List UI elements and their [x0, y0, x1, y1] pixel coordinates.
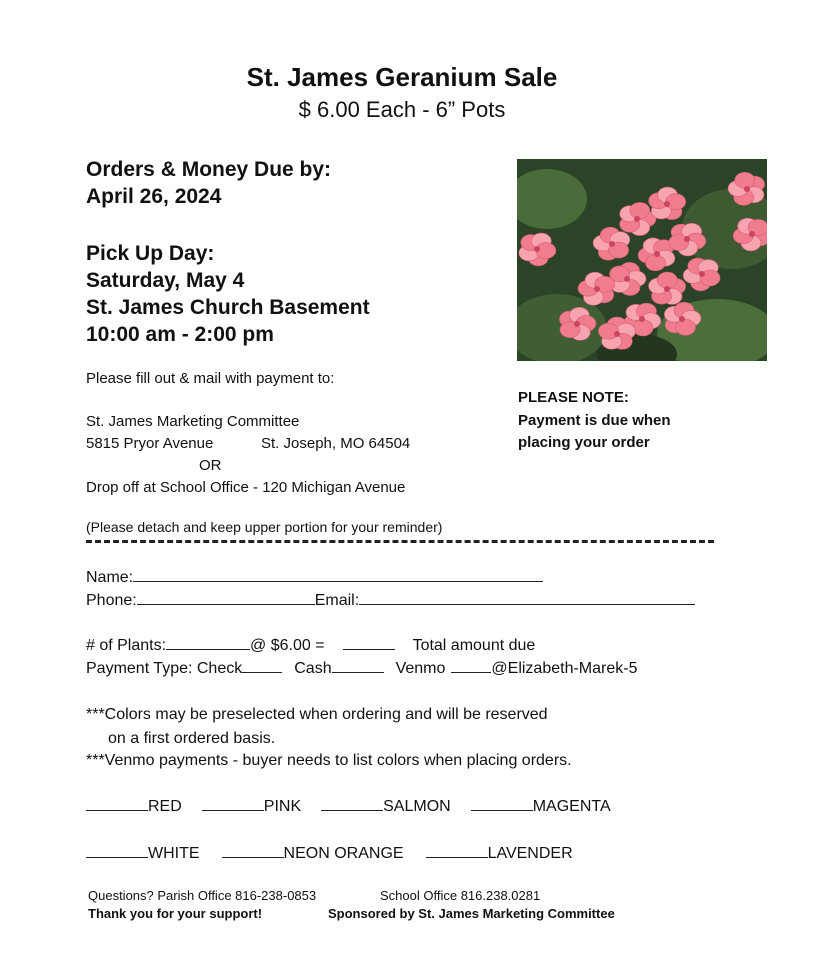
- plants-field[interactable]: [166, 648, 250, 650]
- color-magenta: MAGENTA: [532, 798, 611, 815]
- dropoff-address: Drop off at School Office - 120 Michigan Avenue: [86, 479, 406, 496]
- cash-field[interactable]: [332, 671, 384, 673]
- pickup-time: 10:00 am - 2:00 pm: [86, 323, 274, 346]
- note-line-1: Payment is due when: [518, 412, 671, 429]
- cash-label: Cash: [294, 660, 332, 677]
- red-qty-field[interactable]: [86, 809, 148, 811]
- color-row-2: [86, 845, 573, 863]
- pickup-day: Saturday, May 4: [86, 269, 245, 292]
- footer-thanks: Thank you for your support!: [88, 906, 263, 921]
- committee-name: St. James Marketing Committee: [86, 413, 300, 430]
- due-heading: Orders & Money Due by:: [86, 158, 332, 181]
- color-row-1: [86, 798, 611, 816]
- price-label: @ $6.00 =: [250, 637, 325, 654]
- color-salmon: SALMON: [383, 798, 451, 815]
- phone-label: Phone:: [86, 592, 137, 609]
- total-label: Total amount due: [412, 637, 536, 654]
- color-white: WHITE: [148, 845, 200, 862]
- geranium-illustration: [517, 159, 767, 361]
- detach-instructions: (Please detach and keep upper portion for your reminder): [86, 519, 443, 535]
- total-field[interactable]: [343, 648, 395, 650]
- magenta-qty-field[interactable]: [471, 809, 533, 811]
- plants-row: [86, 637, 535, 655]
- color-pink: PINK: [263, 798, 302, 815]
- check-field[interactable]: [242, 671, 282, 673]
- mail-instructions: Please fill out & mail with payment to:: [86, 370, 335, 387]
- venmo-label: Venmo: [395, 660, 446, 677]
- colors-note-2: on a first ordered basis.: [108, 730, 276, 747]
- page-title: St. James Geranium Sale: [246, 62, 558, 92]
- plants-label: # of Plants:: [86, 637, 167, 654]
- phone-field[interactable]: [137, 603, 315, 605]
- venmo-note: ***Venmo payments - buyer needs to list colors when placing orders.: [86, 752, 572, 769]
- white-qty-field[interactable]: [86, 856, 148, 858]
- pickup-heading: Pick Up Day:: [86, 242, 215, 265]
- name-label: Name:: [86, 569, 134, 586]
- note-heading: PLEASE NOTE:: [518, 389, 629, 406]
- venmo-field[interactable]: [451, 671, 491, 673]
- footer-school-office: School Office 816.238.0281: [380, 888, 541, 903]
- lavender-qty-field[interactable]: [426, 856, 488, 858]
- name-row: [86, 569, 543, 587]
- note-line-2: placing your order: [518, 434, 650, 451]
- or-label: OR: [199, 457, 222, 474]
- salmon-qty-field[interactable]: [321, 809, 383, 811]
- due-date: April 26, 2024: [86, 185, 222, 208]
- pink-qty-field[interactable]: [202, 809, 264, 811]
- phone-row: [86, 592, 695, 610]
- email-label: Email:: [314, 592, 360, 609]
- footer-parish-office: Questions? Parish Office 816-238-0853: [88, 888, 317, 903]
- pickup-place: St. James Church Basement: [86, 296, 370, 319]
- colors-note-1: ***Colors may be preselected when ordering and will be reserved: [86, 706, 548, 723]
- name-field[interactable]: [133, 580, 543, 582]
- price-subtitle: $ 6.00 Each - 6” Pots: [298, 97, 506, 122]
- footer-sponsor: Sponsored by St. James Marketing Committee: [328, 906, 615, 921]
- color-lavender: LAVENDER: [487, 845, 573, 862]
- color-red: RED: [148, 798, 182, 815]
- street-address: 5815 Pryor Avenue: [86, 435, 214, 452]
- geranium-photo: [517, 159, 767, 361]
- cut-line: [86, 540, 714, 543]
- neon-orange-qty-field[interactable]: [222, 856, 284, 858]
- city-address: St. Joseph, MO 64504: [261, 435, 411, 452]
- email-field[interactable]: [359, 603, 695, 605]
- venmo-handle: @Elizabeth-Marek-5: [491, 660, 638, 677]
- payment-type-label: Payment Type: Check: [86, 660, 243, 677]
- color-neon-orange: NEON ORANGE: [283, 845, 404, 862]
- payment-row: [86, 660, 637, 678]
